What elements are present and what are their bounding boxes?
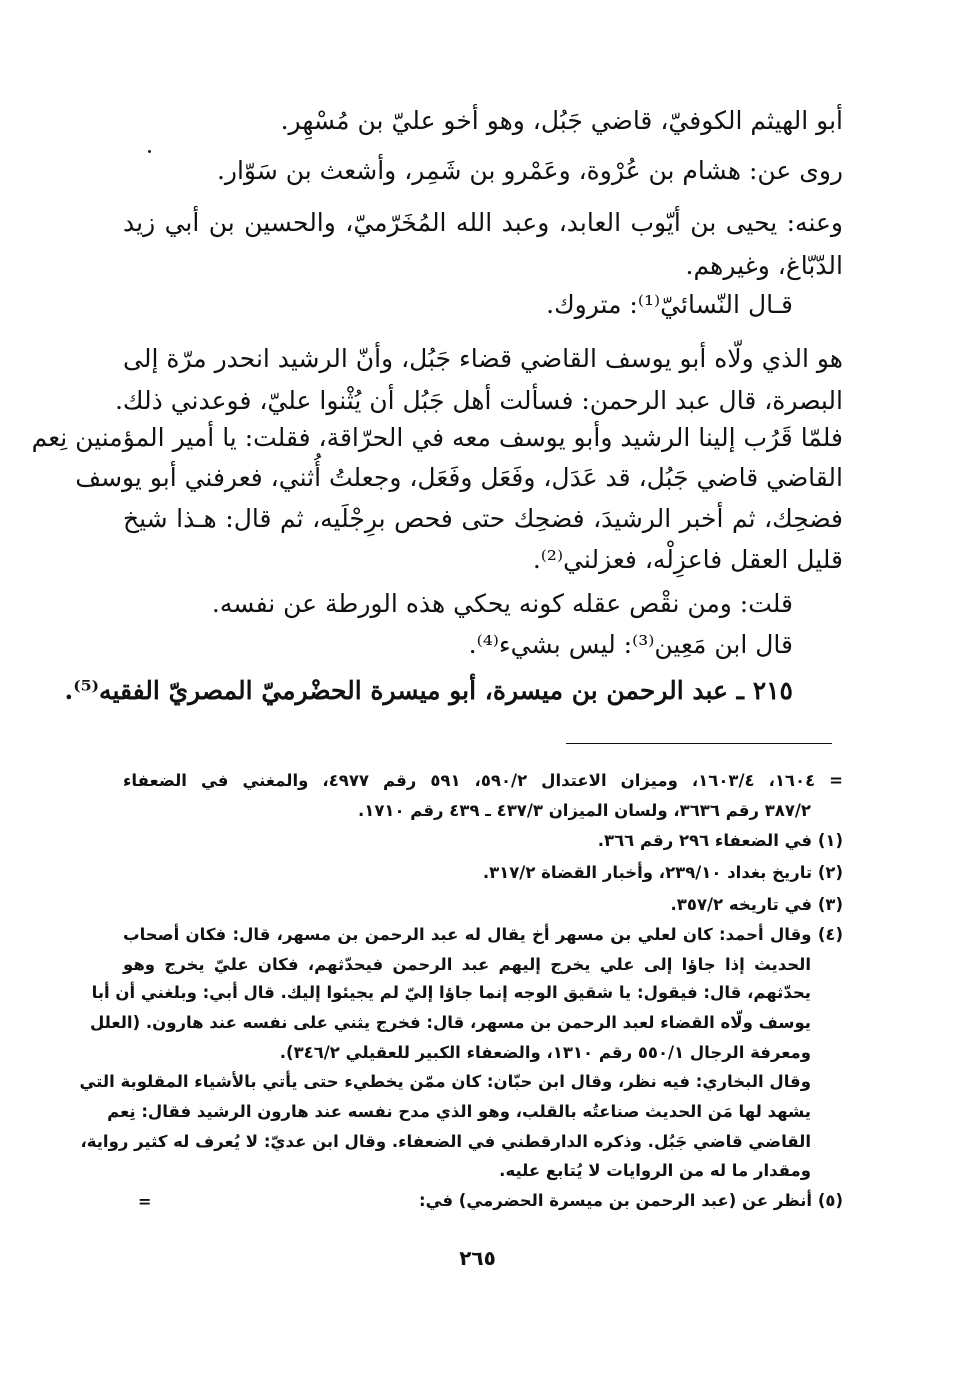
- footnote-separator: [566, 743, 832, 744]
- footnote-line: يوسف ولّاه القضاء لعبد الرحمن بن مسهر، قال: فخرج يثني على نفسه عند هارون. (العلل: [89, 1013, 811, 1032]
- text-line: فلمّا قَرُب إلينا الرشيد وأبو يوسف معه في الحرّاقة، فقلت: يا أمير المؤمنين نِعم: [31, 423, 843, 452]
- footnote-line: ٣٨٧/٢ رقم ٣٦٣٦، ولسان الميزان ٤٣٧/٣ ـ ٤٣٩ رقم ١٧١٠.: [357, 801, 811, 820]
- text-line: القاضي قاضي جَبُل، قد عَدَل، وفَعَل وفَعَل، وجعلتُ أُثني، فعرفني أبو يوسف: [75, 463, 843, 492]
- footnote-line: الحديث إذا جاؤا إلى علي يخرج إليهم عبد الرحمن فيحدّثهم، فكان عليّ يخرج وهو: [123, 955, 811, 974]
- footnote-2: (٢) تاريخ بغداد ٢٣٩/١٠، وأخبار القضاة ٣١٧/٢.: [482, 863, 843, 882]
- footnote-line: يشهد لها مَن الحديث صناعتُه بالقلب، وهو الذي مدح نفسه عند هارون الرشيد فقال: نِعم: [107, 1102, 811, 1121]
- footnote-line: ومعرفة الرجال ٥٥٠/١ رقم ١٣١٠، والضعفاء الكبير للعقيلي ٣٤٦/٢).: [279, 1043, 811, 1062]
- text-line: الدّبّاغ، وغيرهم.: [685, 251, 843, 280]
- entry-heading: ٢١٥ ـ عبد الرحمن بن ميسرة، أبو ميسرة الحضْرميّ المصريّ الفقيه⁽⁵⁾.: [64, 676, 793, 705]
- speck: [148, 150, 151, 153]
- text-line: البصرة، قال عبد الرحمن: فسألت أهل جَبُل أن يُثْنوا عليّ، فوعدني ذلك.: [114, 386, 843, 415]
- footnote-line: = ١٦٠٤، ١٦٠٣/٤، وميزان الاعتدال ٥٩٠/٢، ٥٩١ رقم ٤٩٧٧، والمغني في الضعفاء: [123, 771, 844, 790]
- footnote-3: (٣) في تاريخه ٣٥٧/٢.: [670, 895, 843, 914]
- footnote-line: وقال البخاري: فيه نظر، وقال ابن حبّان: كان ممّن يخطيء حتى يأتي بالأشياء المقلوبة التي: [79, 1072, 811, 1091]
- text-line: قلت: ومن نقْص عقله كونه يحكي هذه الورطة عن نفسه.: [211, 589, 793, 618]
- text-line: قال ابن مَعِين⁽³⁾: ليس بشيء⁽⁴⁾.: [468, 630, 793, 659]
- text-line: قليل العقل فاعزِلْه، فعزلني⁽²⁾.: [532, 545, 843, 574]
- text-line: قـال النّسائيّ⁽¹⁾: متروك.: [546, 290, 793, 319]
- continuation-mark: =: [138, 1192, 152, 1211]
- text-line: روى عن: هشام بن عُرْوة، وعَمْرو بن شَمِر، وأشعث بن سَوّار.: [216, 156, 843, 185]
- footnote-5: (٥) أنظر عن (عبد الرحمن بن ميسرة الحضرمي) في:: [418, 1191, 843, 1210]
- text-line: أبو الهيثم الكوفيّ، قاضي جَبُل، وهو أخو عليّ بن مُسْهِر.: [280, 106, 843, 135]
- text-line: وعنه: يحيى بن أيّوب العابد، وعبد الله المُخَرّميّ، والحسين بن أبي زيد: [123, 208, 843, 237]
- footnote-4: (٤) وقال أحمد: كان لعلي بن مسهر أخ يقال له عبد الرحمن بن مسهر، قال: فكان أصحاب: [123, 925, 843, 944]
- text-line: هو الذي ولّاه أبو يوسف القاضي قضاء جَبُل، وأنّ الرشيد انحدر مرّة إلى: [123, 344, 843, 373]
- footnote-line: يحدّثهم، قال: فيقول: يا شقيق الوجه إنما جاؤا إليّ لم يجيئوا إليك. قال أبي: وبلغني أن أبا: [91, 983, 811, 1002]
- footnote-line: القاضي قاضي جَبُل. وذكره الدارقطني في الضعفاء. وقال ابن عديّ: لا يُعرف له كثير رواية،: [80, 1132, 811, 1151]
- footnote-1: (١) في الضعفاء ٢٩٦ رقم ٣٦٦.: [597, 831, 843, 850]
- footnote-line: ومقدار ما له من الروايات لا يُتابع عليه.: [499, 1161, 811, 1180]
- text-line: فضحِك، ثم أخبر الرشيدَ، فضحِك حتى فحص برِجْلَيه، ثم قال: هـذا شيخ: [123, 504, 843, 533]
- page-number: ٢٦٥: [459, 1246, 496, 1270]
